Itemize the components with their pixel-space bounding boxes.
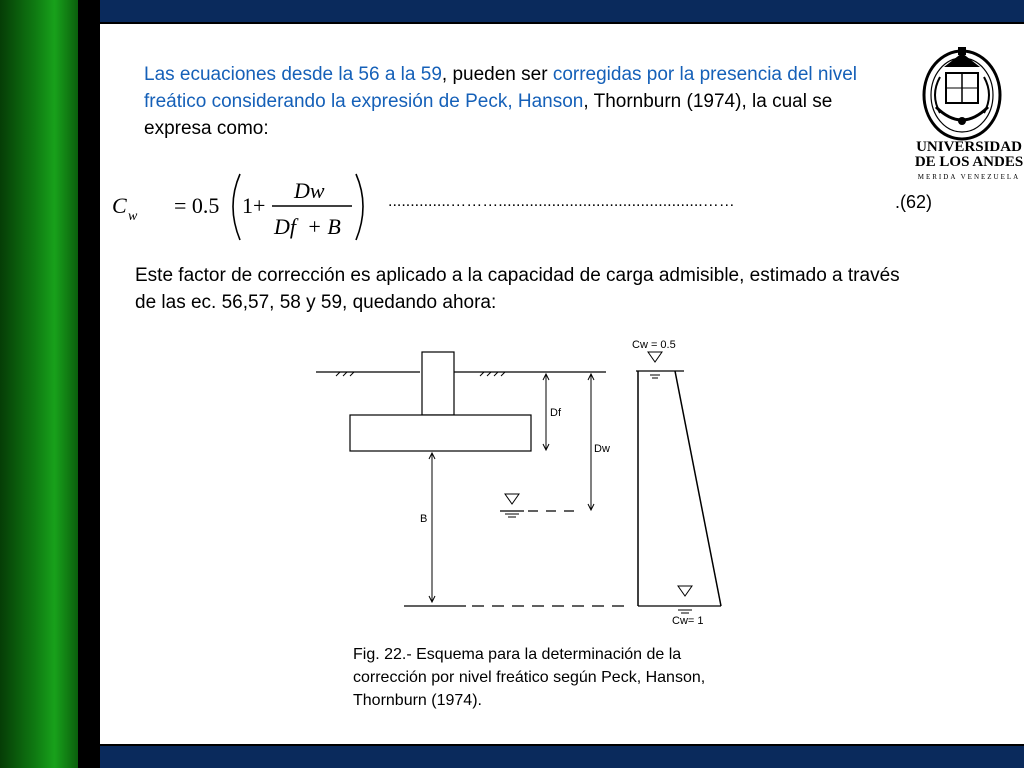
bottom-band-line (100, 744, 1024, 746)
equation-dots: ..............………..............................................…… (388, 193, 735, 210)
intro-part2: , pueden ser (441, 64, 553, 85)
university-name (914, 140, 1024, 170)
label-cw-bottom: Cw= 1 (672, 615, 704, 627)
eq-lhs-sub: w (128, 209, 138, 224)
equation-formula (108, 168, 378, 248)
label-b: B (420, 513, 428, 525)
university-seal-icon (922, 43, 1002, 141)
label-cw-top: Cw = 0.5 (632, 339, 676, 351)
top-band-line (100, 22, 1024, 24)
bottom-band (100, 746, 1024, 768)
left-green-bar (0, 0, 78, 768)
intro-part1: Las ecuaciones desde la 56 a la 59 (144, 64, 442, 85)
eq-right-paren (356, 174, 363, 240)
university-city: MERIDA VENEZUELA (917, 173, 1021, 181)
equation-number: .(62) (895, 192, 933, 212)
footing-column (422, 352, 454, 415)
university-name-line1: UNIVERSIDAD (916, 139, 1022, 155)
intro-part3: corregidas por la presencia del nivel freático considerando la expresión de Peck, Hanson (144, 64, 857, 112)
water-symbol-top-icon (648, 352, 662, 362)
figure-caption: Fig. 22.- Esquema para la determinación de la corrección por nivel freático según Peck, Hanson, Thornburn (1974). (353, 646, 706, 709)
paragraph-2: Este factor de corrección es aplicado a la capacidad de carga admisible, estimado a través de las ec. 56,57, 58 y 59, quedando ahora: (135, 265, 900, 313)
label-df: Df (550, 407, 561, 419)
footing-scheme-diagram (300, 330, 740, 640)
intro-text (144, 61, 904, 142)
cw-profile-slope (675, 371, 721, 606)
ground-hatch-right (480, 372, 505, 376)
label-dw: Dw (594, 443, 610, 455)
university-name-line2: DE LOS ANDES (914, 154, 1024, 170)
eq-lhs: C (112, 193, 127, 218)
eq-left-paren (233, 174, 240, 240)
intro-part4: , Thornburn (1974), la cual se expresa como: (144, 91, 833, 139)
eq-equals: = 0.5 (174, 193, 220, 218)
eq-one-plus: 1+ (242, 193, 266, 218)
footing-base (350, 415, 531, 451)
water-table-symbol-icon (505, 494, 519, 504)
eq-denominator: Df + B (274, 214, 341, 239)
ground-hatch-left (336, 372, 354, 376)
top-band (100, 0, 1024, 22)
left-black-bar (78, 0, 100, 768)
eq-numerator: Dw (294, 178, 325, 203)
water-symbol-bottom-icon (678, 586, 692, 596)
